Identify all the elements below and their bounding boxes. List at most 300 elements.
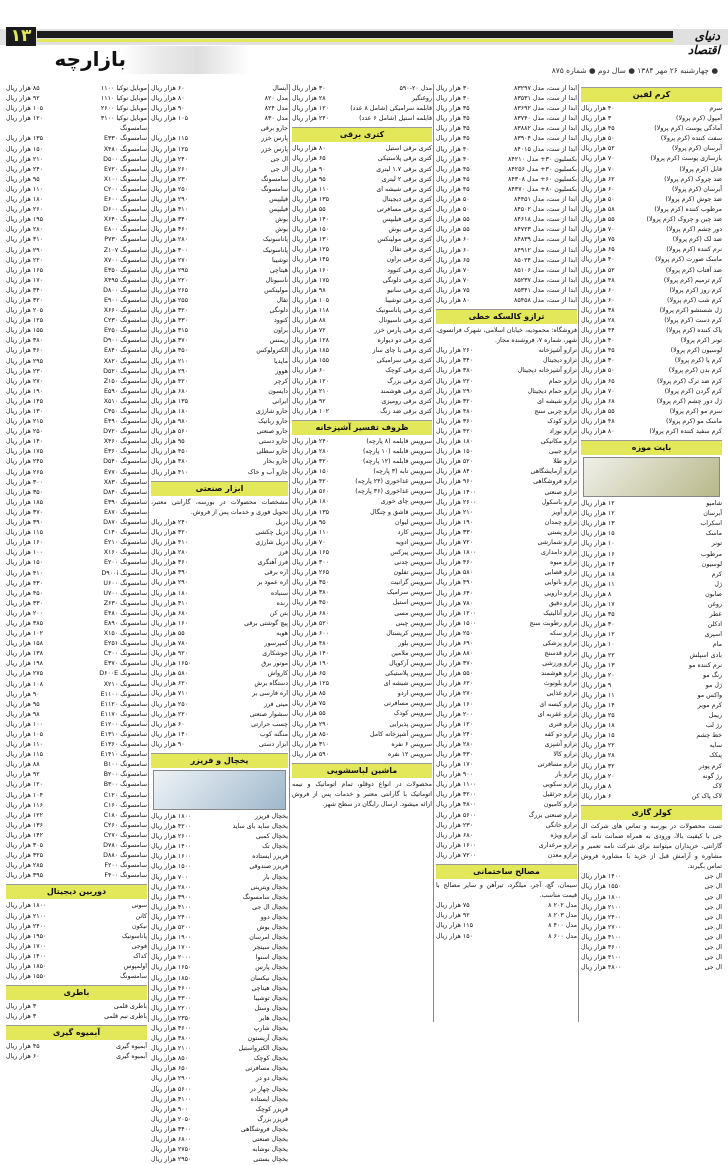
product-name: ابدا از ست، مدل ۸۳۶۹۲: [513, 105, 577, 113]
product-price: ۲۵ هزار ریال: [581, 712, 615, 720]
price-row: [581, 923, 722, 933]
product-name: آمادگی پوست (کرم پرولا): [654, 125, 722, 133]
product-name: اره برقی: [264, 569, 288, 577]
price-row: [292, 639, 432, 649]
price-row: [6, 912, 147, 922]
product-name: ترازو کودک: [547, 417, 577, 425]
price-row: [151, 276, 288, 286]
product-price: ۲۴۰ هزار ریال: [292, 115, 330, 123]
product-name: ابدا از ست، مدل ۸۳۲۹۷: [513, 85, 577, 92]
product-name: آبسال: [272, 85, 288, 92]
product-price: ۶۵ هزار ریال: [581, 246, 615, 254]
product-name: یخچال فروشگاهی: [240, 1125, 288, 1133]
product-name: ال جی: [704, 964, 722, 972]
price-row: [292, 669, 432, 679]
price-row: [436, 225, 577, 235]
price-row: [151, 1074, 288, 1084]
price-row: [581, 539, 722, 549]
product-price: ۱۲۵ هزار ریال: [6, 317, 44, 325]
product-price: ۲۴۵ هزار ریال: [6, 458, 44, 466]
product-name: پاناسونیک: [121, 932, 147, 940]
product-name: سامسونگ E۴۸۰: [104, 609, 147, 617]
price-row: [581, 681, 722, 691]
product-price: ۲۶۰ هزار ریال: [151, 165, 189, 173]
price-row: [6, 165, 147, 175]
product-price: ۴۵۰ هزار ریال: [292, 599, 330, 607]
price-row: [436, 155, 577, 165]
product-price: ۱۵ هزار ریال: [581, 732, 615, 740]
price-row: [151, 437, 288, 447]
product-name: ابدا از ست، مدل ۸۴۹۱۲: [513, 246, 577, 254]
product-price: ۱۴۰۰ هزار ریال: [6, 952, 47, 960]
product-price: ۱۸۰ هزار ریال: [151, 589, 189, 597]
product-price: ۱۲۸ هزار ریال: [292, 337, 330, 345]
price-row: [292, 346, 432, 356]
price-row: [151, 609, 288, 619]
product-name: سرویس کودک: [393, 710, 432, 718]
product-name: خط چشم: [696, 732, 722, 740]
product-name: سامسونگ X۴۹۵: [103, 276, 147, 284]
product-name: کرم سفید کننده (کرم پرولا): [649, 428, 722, 435]
product-price: ۶۹۰ هزار ریال: [436, 639, 474, 647]
price-row: [292, 266, 432, 276]
price-row: [292, 356, 432, 366]
product-price: ۴۵ هزار ریال: [6, 1043, 40, 1051]
product-name: سرویس ملامین: [391, 649, 432, 657]
product-price: ۳۸۵ هزار ریال: [6, 619, 44, 627]
product-price: ۷۱۰ هزار ریال: [151, 690, 189, 698]
price-row: [581, 701, 722, 711]
product-name: مدل ۲۰-۵۹۰: [399, 85, 432, 92]
product-name: چسب حرارتی: [251, 720, 288, 728]
product-price: ۳۳۰ هزار ریال: [151, 317, 189, 325]
product-price: ۲۰ هزار ریال: [581, 772, 615, 780]
product-price: ۶۰۰ هزار ریال: [292, 629, 330, 637]
product-name: سامسونگ X۴۸۰: [103, 145, 147, 153]
product-name: مدل ۲۰۲ ۸: [548, 902, 577, 910]
product-price: ۱۹۸ هزار ریال: [6, 660, 44, 668]
product-price: ۱۴۵ هزار ریال: [292, 256, 330, 264]
product-price: ۳۵ هزار ریال: [436, 105, 470, 113]
product-name: لوسیون (کرم پرولا): [670, 347, 722, 355]
price-row: [151, 417, 288, 427]
price-row: [151, 1054, 288, 1064]
product-name: سرویس سرامیک: [387, 589, 432, 597]
product-name: سامسونگ E۳۶۰: [104, 448, 147, 456]
product-name: سامسونگ E۸۷۰: [104, 508, 147, 516]
price-row: [6, 750, 147, 760]
product-price: ۷۸۰ هزار ریال: [436, 599, 474, 607]
product-price: ۲۰۰۰ هزار ریال: [151, 954, 192, 962]
price-row: [581, 610, 722, 620]
product-name: سامسونگ E۳۳۰: [104, 135, 147, 143]
product-price: ۳۵ هزار ریال: [581, 611, 615, 619]
product-price: ۲۸ هزار ریال: [581, 752, 615, 760]
price-row: [151, 1004, 288, 1014]
product-price: ۲۰۵۰ هزار ریال: [151, 1115, 192, 1123]
price-row: [6, 639, 147, 649]
price-row: [6, 962, 147, 972]
price-row: [6, 518, 147, 528]
product-name: سامسونگ D۸۰۰: [103, 286, 147, 294]
price-row: [6, 488, 147, 498]
price-row: [436, 215, 577, 225]
product-name: ترازو مسافرتی: [537, 761, 577, 769]
price-row: [436, 235, 577, 245]
product-name: سرم: [709, 105, 722, 112]
price-row: [292, 94, 432, 104]
product-price: ۲۷۰ هزار ریال: [6, 377, 44, 385]
price-row: [151, 720, 288, 730]
product-name: سرویس کریستال: [386, 629, 432, 637]
product-name: سامسونگ E۱۲۰۰: [100, 720, 147, 728]
product-name: یخچال بوش: [256, 924, 288, 932]
product-name: ال جی: [704, 903, 722, 911]
price-row: [292, 144, 432, 154]
price-row: [6, 175, 147, 185]
price-row: [292, 326, 432, 336]
price-row: [581, 245, 722, 255]
price-row: [6, 296, 147, 306]
product-price: ۵۲۰۰ هزار ریال: [151, 924, 192, 932]
price-row: [581, 185, 722, 195]
price-row: [6, 437, 147, 447]
product-name: سامسونگ E۳۵۰: [104, 266, 147, 274]
product-name: کرم شب (کرم پرولا): [667, 296, 722, 304]
product-name: یخچال صنعتی: [252, 1136, 288, 1143]
product-name: اولمپوس: [123, 962, 147, 970]
product-name: اسپری: [704, 631, 722, 639]
price-row: [151, 145, 288, 155]
product-name: کتری برقی کوچک: [385, 367, 432, 375]
product-price: ۴۵۰ هزار ریال: [151, 448, 189, 456]
product-name: جارو شارژی: [255, 408, 288, 415]
product-name: ابدا از ست، مدل ۸۴۷۲۳: [513, 226, 577, 234]
product-price: ۵۸ هزار ریال: [581, 205, 615, 213]
product-name: کتری برقی رومیزی: [381, 397, 432, 405]
price-row: [151, 953, 288, 963]
product-price: ۴۶۰۰ هزار ریال: [151, 984, 192, 992]
product-price: ۷۰ هزار ریال: [292, 538, 326, 546]
product-name: کداک: [133, 952, 147, 960]
product-name: ترازو دارویی: [544, 589, 577, 597]
category-note: فروشگاه: محمودیه، خیابان اسلامی، شهرک فرانسوی، شهر، شماره ۷، فروشنده مجاز.: [436, 327, 577, 345]
price-row: [151, 558, 288, 568]
product-name: نرم کننده (کرم پرولا): [666, 246, 722, 254]
column-3: [292, 84, 432, 1024]
price-row: [151, 225, 288, 235]
product-price: ۲۹۰۰ هزار ریال: [151, 1075, 192, 1083]
price-row: [581, 943, 722, 953]
product-price: ۱۶۵۰ هزار ریال: [151, 964, 192, 972]
product-price: ۶۸۰ هزار ریال: [151, 387, 189, 395]
product-price: ۷۲۰۰ هزار ریال: [436, 851, 477, 859]
product-name: پاک کننده (کرم پرولا): [666, 327, 722, 335]
product-price: ۱۳۶ هزار ریال: [6, 821, 44, 829]
product-price: ۱۸۵۰ هزار ریال: [151, 974, 192, 982]
product-price: ۱۷۰۰ هزار ریال: [151, 944, 192, 952]
product-price: ۶۸ هزار ریال: [581, 397, 615, 405]
product-price: ۲۹۰ هزار ریال: [292, 720, 330, 728]
product-name: روغن: [707, 601, 722, 609]
product-name: سامسونگ C۲۶۰: [103, 821, 147, 829]
price-row: [6, 256, 147, 266]
product-name: یخچال دوو: [260, 913, 288, 921]
product-name: ال جی: [704, 933, 722, 941]
price-row: [151, 893, 288, 903]
product-price: ۳۰ هزار ریال: [292, 85, 326, 92]
product-price: ۳۵ هزار ریال: [436, 115, 470, 123]
price-row: [292, 114, 432, 124]
product-name: یخچال وستل: [254, 1004, 288, 1012]
price-row: [292, 619, 432, 629]
product-name: سامسونگ P۷۳۰: [104, 236, 147, 244]
price-row: [6, 558, 147, 568]
product-price: ۲۱۰ هزار ریال: [151, 357, 189, 365]
product-price: ۵۵۰ هزار ریال: [436, 670, 474, 678]
product-name: سامسونگ F۴۰۰: [104, 872, 147, 880]
product-price: ۲۹۰ هزار ریال: [6, 246, 44, 254]
price-row: [151, 862, 288, 872]
product-price: ۲۸ هزار ریال: [581, 316, 615, 324]
price-row: [292, 659, 432, 669]
product-price: ۳۲۰ هزار ریال: [151, 307, 189, 315]
product-name: ابدا از ست، مدل ۸۵۳۴۱: [513, 286, 577, 294]
price-row: [436, 851, 577, 861]
product-price: ۸ هزار ریال: [581, 590, 612, 598]
product-price: ۳۹۰۰ هزار ریال: [151, 893, 192, 901]
price-row: [151, 316, 288, 326]
product-name: بکسلیون ۳۰+ مدل ۸۴۲۵۶: [508, 165, 577, 173]
product-name: کتری برقی سانیو: [387, 286, 432, 294]
product-name: تونر (کرم پرولا): [680, 337, 722, 345]
product-price: ۱۶۰ هزار ریال: [436, 700, 474, 708]
product-price: ۵۰ هزار ریال: [436, 206, 470, 214]
price-row: [581, 366, 722, 376]
product-name: ماسک مو (کرم پرولا): [666, 417, 722, 425]
product-name: مرطوب: [700, 550, 722, 558]
price-row: [436, 589, 577, 599]
price-row: [436, 720, 577, 730]
product-price: ۲۴۰۰ هزار ریال: [151, 913, 192, 921]
product-name: زیمنس: [269, 337, 288, 345]
price-row: [151, 134, 288, 144]
product-name: ژل شستشو (کرم پرولا): [659, 306, 722, 314]
product-name: لوسیون: [701, 560, 722, 568]
product-price: ۵۵ هزار ریال: [436, 226, 470, 234]
price-row: [581, 336, 722, 346]
product-name: سامسونگ Z۱۵۰: [103, 377, 147, 385]
price-row: [581, 114, 722, 124]
price-row: [6, 114, 147, 124]
product-price: ۱۲۰ هزار ریال: [6, 115, 44, 123]
price-row: [6, 326, 147, 336]
price-row: [581, 882, 722, 892]
price-row: [581, 762, 722, 772]
price-row: [151, 812, 288, 822]
product-name: سامسونگ D۸۸۰: [103, 852, 147, 860]
product-price: ۸۵ هزار ریال: [292, 690, 326, 698]
price-row: [151, 689, 288, 699]
product-name: ترازو باسکول: [541, 498, 577, 506]
price-row: [436, 366, 577, 376]
product-name: موبایل نوکیا ۲۶۰۰: [100, 105, 147, 113]
product-price: ۴۳۰ هزار ریال: [436, 751, 474, 758]
price-row: [292, 387, 432, 397]
product-name: سرویس غذاخوری (۲۴ پارچه): [355, 478, 432, 486]
product-price: ۶۸۰ هزار ریال: [151, 609, 189, 617]
product-price: ۱۰۰ هزار ریال: [6, 549, 44, 557]
product-name: سامسونگ E۸۴۰: [104, 347, 147, 355]
product-price: ۱۲۵ هزار ریال: [292, 680, 330, 688]
price-row: [292, 508, 432, 518]
price-row: [436, 387, 577, 397]
product-price: ۱۰۴ هزار ریال: [6, 791, 44, 799]
product-price: ۲۴۰ هزار ریال: [6, 165, 44, 173]
product-price: ۲۳۵۰ هزار ریال: [151, 1014, 192, 1022]
header-rule: [37, 31, 673, 38]
price-row: [436, 669, 577, 679]
price-row: [292, 316, 432, 326]
product-price: ۱۰۰ هزار ریال: [6, 720, 44, 728]
product-price: ۱۰ هزار ریال: [581, 641, 615, 649]
product-name: یخچال نیکسان: [250, 974, 288, 982]
product-price: ۴۹۰ هزار ریال: [436, 579, 474, 587]
product-name: سرویس چدنی: [394, 559, 432, 567]
price-row: [581, 326, 722, 336]
price-row: [292, 730, 432, 740]
price-row: [151, 1105, 288, 1115]
price-row: [6, 215, 147, 225]
product-price: ۵۵ هزار ریال: [436, 216, 470, 224]
product-price: ۴۰ هزار ریال: [436, 145, 470, 153]
price-row: [151, 266, 288, 276]
product-price: ۳۱۰ هزار ریال: [6, 236, 44, 244]
product-name: ادکلن: [707, 621, 722, 629]
price-row: [581, 630, 722, 640]
product-name: فریزر صندوقی: [249, 863, 288, 871]
price-row: [436, 134, 577, 144]
product-name: سرویس تفلون: [393, 569, 432, 577]
product-name: بکسلیون ۳۰+ مدل ۸۴۲۱۰: [508, 155, 577, 163]
product-price: ۶۵ هزار ریال: [436, 256, 470, 264]
product-name: سرویس گرانیت: [390, 579, 432, 587]
product-price: ۳۵۰ هزار ریال: [6, 488, 44, 496]
product-name: شامپو: [706, 500, 722, 508]
product-name: کتری برقی مسافرتی: [376, 205, 432, 213]
product-price: ۲۱۰۰ هزار ریال: [151, 1045, 192, 1053]
product-price: ۱۹۰ هزار ریال: [6, 387, 44, 395]
product-price: ۴۳۰ هزار ریال: [6, 579, 44, 587]
product-name: عطر: [709, 611, 722, 619]
product-name: ابدا از ست، مدل ۸۴۸۳۹: [513, 236, 577, 244]
product-price: ۶۰ هزار ریال: [581, 286, 615, 294]
price-row: [581, 255, 722, 265]
product-name: ابدا از ست، مدل ۸۳۸۸۲: [513, 125, 577, 133]
price-row: [436, 457, 577, 467]
product-name: کارواش: [267, 670, 288, 678]
product-price: ۲۸۰ هزار ریال: [436, 740, 474, 748]
product-price: ۱۰۸ هزار ریال: [6, 680, 44, 688]
product-price: ۲۹۵ هزار ریال: [6, 357, 44, 365]
price-row: [151, 1115, 288, 1125]
price-row: [6, 306, 147, 316]
price-row: [581, 134, 722, 144]
product-name: سرویس شیشه ای: [383, 680, 432, 688]
price-row: [6, 185, 147, 195]
price-row: [6, 246, 147, 256]
price-row: [151, 832, 288, 842]
product-name: براون: [273, 327, 288, 335]
product-price: ۱۰۵ هزار ریال: [292, 296, 330, 304]
product-name: سامسونگ X۶۶۰: [103, 307, 147, 315]
product-name: سامسونگ C۲۳۰: [103, 317, 147, 325]
category-heading: کرم لفین: [581, 87, 722, 102]
price-row: [6, 104, 147, 114]
category-note: جارو برقی: [260, 125, 288, 133]
product-name: سرویس آشپزخانه کامل: [370, 730, 432, 738]
product-name: کتری برقی بوش: [388, 226, 432, 234]
column-4: [151, 84, 288, 1164]
product-name: سرویس مسافرتی: [384, 700, 432, 708]
product-price: ۴۱۰ هزار ریال: [151, 468, 189, 476]
product-price: ۱۵ هزار ریال: [581, 530, 615, 538]
product-price: ۵۰ هزار ریال: [581, 195, 615, 203]
price-row: [436, 578, 577, 588]
product-name: یخچال توشیبا: [253, 994, 288, 1002]
price-row: [6, 346, 147, 356]
product-name: سامسونگ E۱۴۱۰: [100, 751, 147, 759]
product-name: ترازو پزشکی: [542, 639, 577, 647]
product-price: ۳۰ هزار ریال: [581, 621, 615, 629]
product-price: ۹۰ هزار ریال: [292, 165, 326, 173]
product-name: ابدا از ست، مدل ۸۳۷۴۰: [513, 115, 577, 123]
product-name: سامسونگ U۷۰۰: [103, 589, 147, 597]
product-price: ۳۱۵ هزار ریال: [151, 327, 189, 335]
product-name: مدل ۸۳۰: [264, 115, 288, 123]
product-name: ال جی: [704, 944, 722, 952]
price-row: [581, 175, 722, 185]
price-row: [151, 286, 288, 296]
product-price: ۲۲ هزار ریال: [581, 651, 615, 659]
product-price: ۲۹۵۰ هزار ریال: [151, 1156, 192, 1164]
product-price: ۸۰ هزار ریال: [436, 296, 470, 304]
price-row: [436, 659, 577, 669]
product-price: ۱۲۰ هزار ریال: [436, 720, 474, 728]
product-name: جارو سطلی: [256, 448, 288, 456]
product-price: ۲۹۰ هزار ریال: [151, 196, 189, 204]
product-name: کتری برقی با چای ساز: [372, 347, 432, 355]
price-row: [292, 629, 432, 639]
price-row: [581, 913, 722, 923]
product-price: ۴۸۰۰ هزار ریال: [436, 801, 477, 809]
product-name: ال جی: [270, 155, 288, 163]
product-price: ۳۰ هزار ریال: [581, 357, 615, 365]
product-name: رژ گونه: [702, 772, 722, 780]
price-row: [436, 477, 577, 487]
price-row: [151, 175, 288, 185]
product-name: ژل دور چشم (کرم پرولا): [656, 397, 722, 405]
price-row: [292, 165, 432, 175]
product-price: ۱۹۰ هزار ریال: [436, 518, 474, 526]
product-price: ۴۰ هزار ریال: [436, 155, 470, 163]
price-row: [6, 609, 147, 619]
product-price: ۳۸۰ هزار ریال: [151, 458, 189, 466]
price-row: [581, 225, 722, 235]
price-row: [436, 356, 577, 366]
price-row: [151, 974, 288, 984]
product-name: سامسونگ E۳۹۰: [104, 498, 147, 506]
